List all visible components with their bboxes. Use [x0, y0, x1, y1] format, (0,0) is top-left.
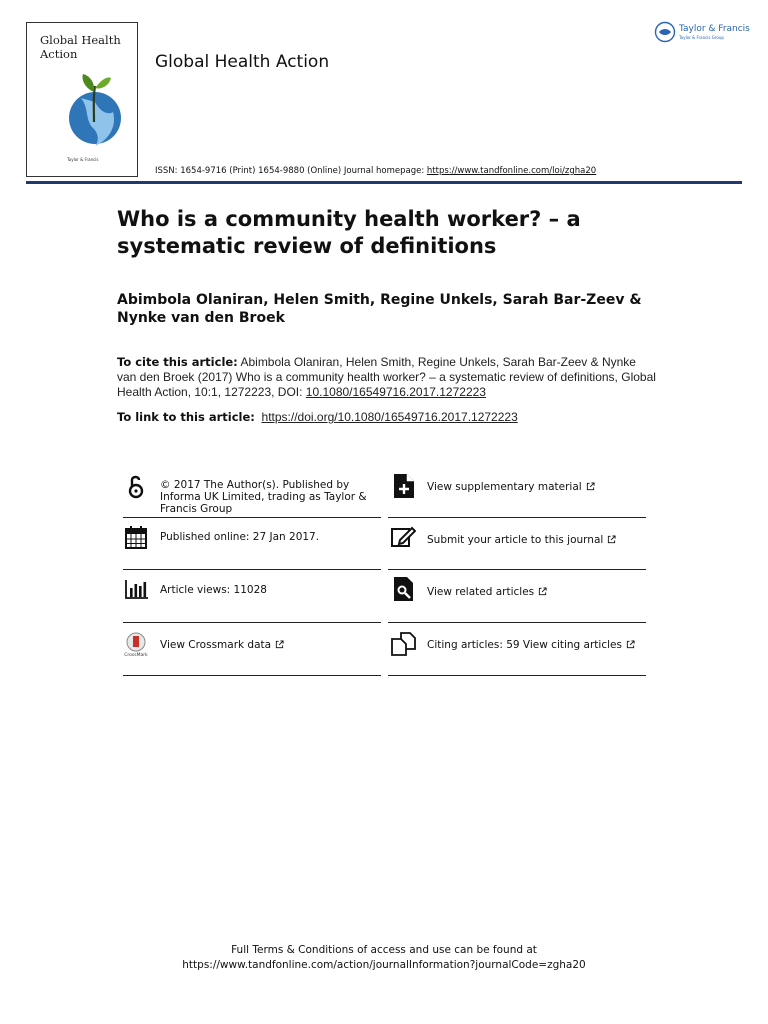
- grid-divider: [388, 622, 646, 623]
- publisher-logo-tagline: Taylor & Francis Group: [679, 35, 724, 40]
- citation-doi-link[interactable]: 10.1080/16549716.2017.1272223: [305, 385, 486, 399]
- grid-divider: [388, 675, 646, 676]
- article-doi-link[interactable]: https://doi.org/10.1080/16549716.2017.1272223: [261, 410, 518, 424]
- bar-chart-icon: [123, 576, 149, 602]
- journal-cover: [26, 22, 138, 177]
- edit-icon: [390, 524, 416, 550]
- footer: [0, 943, 768, 973]
- header-divider: [26, 181, 742, 184]
- citing-articles-link[interactable]: Citing articles: 59 View citing articles: [427, 639, 622, 651]
- footer-terms-text: Full Terms & Conditions of access and use can be found at: [231, 944, 537, 956]
- link-block: [117, 410, 657, 425]
- journal-homepage-link[interactable]: https://www.tandfonline.com/loi/zgha20: [426, 166, 597, 176]
- supplementary-file-icon: [390, 473, 416, 499]
- crossmark-link[interactable]: View Crossmark data: [160, 639, 272, 651]
- external-link-icon: [607, 535, 616, 544]
- grid-divider: [123, 675, 381, 676]
- grid-divider: [123, 569, 381, 570]
- grid-divider: [388, 569, 646, 570]
- cover-title: Global Health Action: [40, 33, 121, 61]
- external-link-icon: [586, 482, 595, 491]
- grid-divider: [123, 622, 381, 623]
- crossmark-icon: [123, 631, 149, 657]
- publisher-logo-name: Taylor & Francis: [679, 24, 750, 34]
- license-cell: [123, 473, 383, 513]
- article-views: Article views: 11028: [160, 584, 267, 596]
- taylor-francis-logo-icon: [654, 21, 676, 43]
- external-link-icon: [275, 640, 284, 649]
- related-cell[interactable]: [390, 576, 650, 606]
- grid-divider: [123, 517, 381, 518]
- cover-publisher: Taylor & Francis: [67, 157, 99, 162]
- citation-block: [117, 355, 657, 400]
- submit-article-link[interactable]: Submit your article to this journal: [427, 534, 604, 546]
- search-document-icon: [390, 576, 416, 602]
- svg-text:CrossMark: CrossMark: [124, 653, 148, 657]
- article-title: Who is a community health worker? – a systematic review of definitions: [117, 207, 581, 258]
- related-articles-link[interactable]: View related articles: [427, 586, 535, 598]
- footer-terms-link[interactable]: https://www.tandfonline.com/action/journalInformation?journalCode=zgha20: [182, 959, 586, 971]
- open-access-icon: [123, 473, 149, 499]
- crossmark-cell[interactable]: [123, 631, 383, 661]
- article-authors: Abimbola Olaniran, Helen Smith, Regine Unkels, Sarah Bar-Zeev & Nynke van den Broek: [117, 292, 642, 326]
- citing-cell[interactable]: [390, 631, 650, 661]
- calendar-icon: [123, 524, 149, 550]
- citing-articles-icon: [390, 631, 416, 657]
- grid-divider: [388, 517, 646, 518]
- citation-text: Abimbola Olaniran, Helen Smith, Regine Unkels, Sarah Bar-Zeev & Nynke van den Broek (2017) Who is a community health worker? – a systematic review of definitions, Global Health Action, 10:1, 1272223, DOI:: [117, 355, 656, 399]
- issn-text: ISSN: 1654-9716 (Print) 1654-9880 (Online) Journal homepage:: [155, 166, 427, 176]
- external-link-icon: [626, 640, 635, 649]
- submit-cell[interactable]: [390, 524, 650, 554]
- link-label: To link to this article:: [117, 410, 255, 424]
- cover-plant-globe-icon: [67, 58, 123, 150]
- supplementary-link[interactable]: View supplementary material: [427, 481, 582, 493]
- external-link-icon: [538, 587, 547, 596]
- license-text: © 2017 The Author(s). Published by Informa UK Limited, trading as Taylor & Francis Group: [160, 479, 367, 515]
- published-date: Published online: 27 Jan 2017.: [160, 531, 320, 543]
- issn-line: [155, 166, 596, 176]
- supplementary-cell[interactable]: [390, 473, 650, 503]
- views-cell: [123, 576, 383, 604]
- journal-name: Global Health Action: [155, 52, 330, 72]
- citation-label: To cite this article:: [117, 355, 238, 369]
- publisher-logo: [654, 21, 750, 47]
- published-cell: [123, 524, 383, 552]
